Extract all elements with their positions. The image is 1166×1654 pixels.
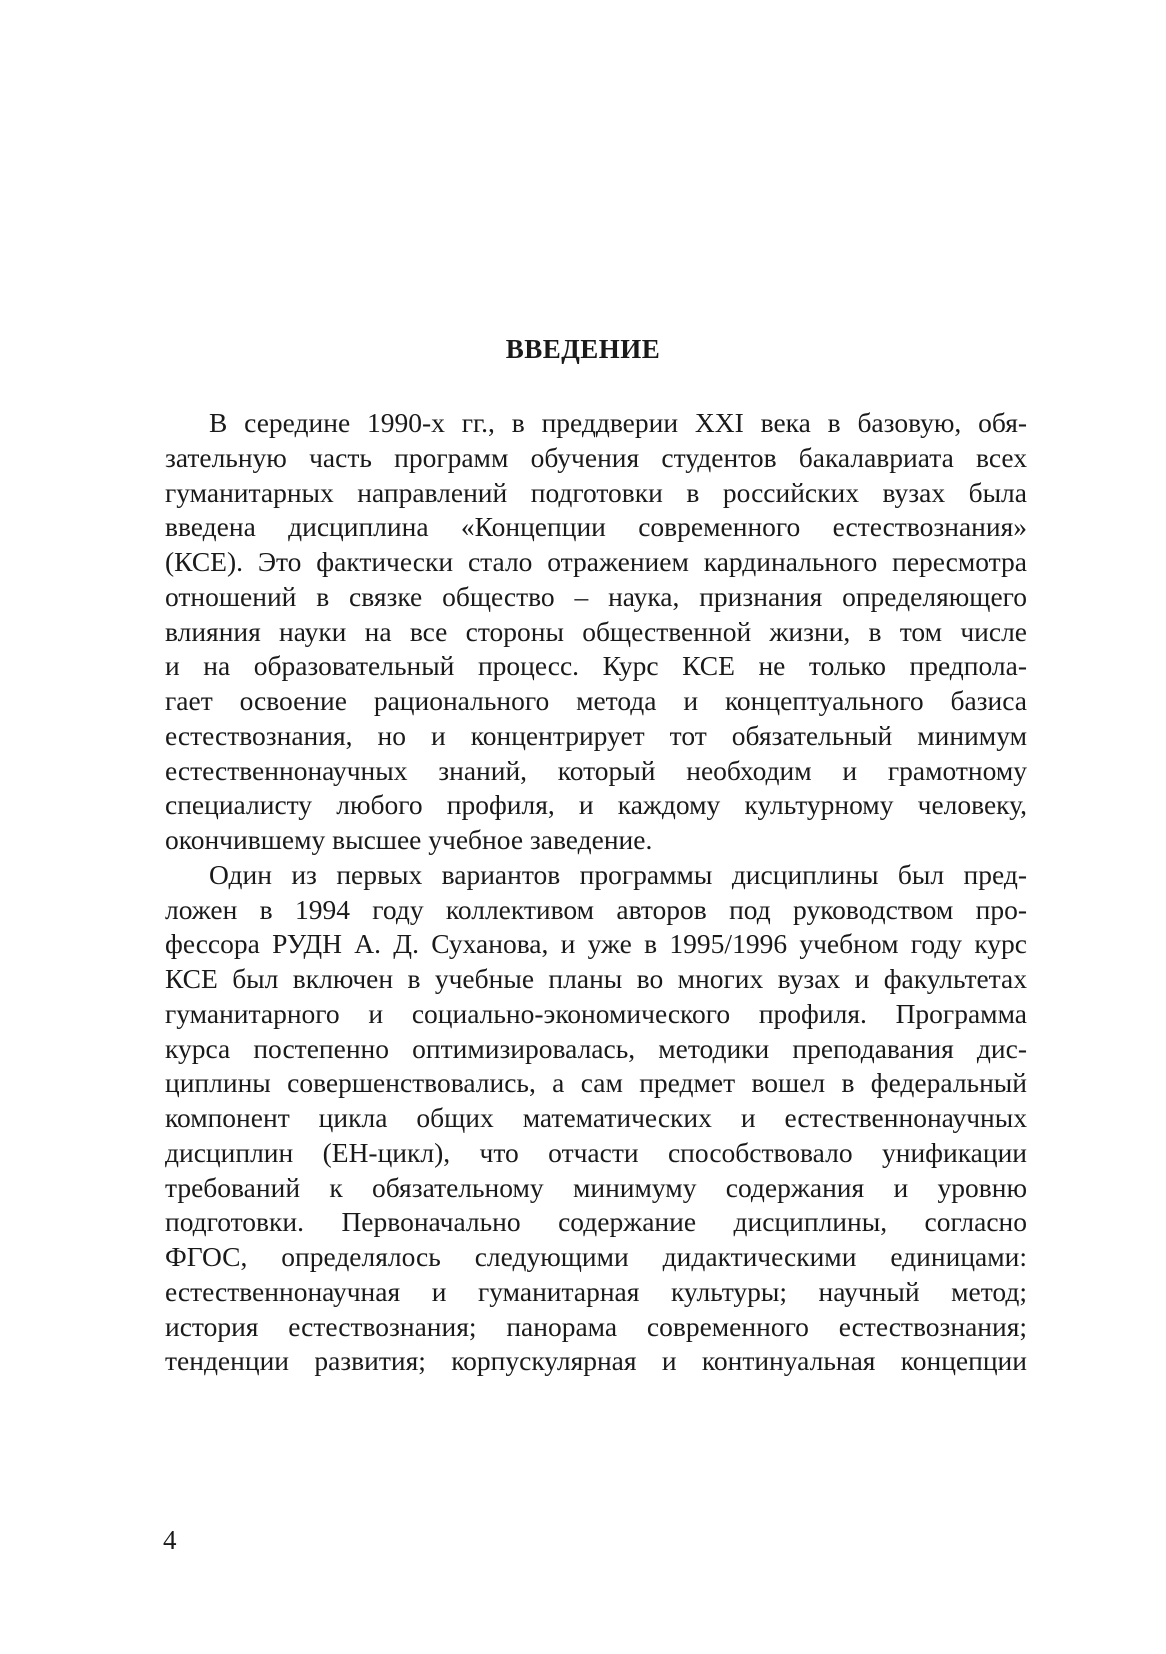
text-line: естественнонаучная и гуманитарная культуры; научный метод; <box>165 1275 1027 1307</box>
text-line: история естествознания; панорама современного естествознания; <box>165 1310 1027 1342</box>
text-line: В середине 1990-х гг., в преддверии XXI века в базовую, обя- <box>209 407 1027 438</box>
text-line: ФГОС, определялось следующими дидактическими единицами: <box>165 1241 1027 1272</box>
text-line: введена дисциплина «Концепции современного естествознания» <box>165 511 1027 543</box>
text-line: отношений в связке общество – наука, признания определяющего <box>165 580 1027 612</box>
text-line: КСЕ был включен в учебные планы во многих вузах и факультетах <box>165 963 1027 994</box>
text-line: зательную часть программ обучения студентов бакалавриата всех <box>165 441 1027 473</box>
text-line: влияния науки на все стороны общественной жизни, в том числе <box>165 615 1027 647</box>
section-heading: ВВЕДЕНИЕ <box>505 334 661 364</box>
text-line: окончившему высшее учебное заведение. <box>165 824 653 855</box>
page-number: 4 <box>163 1525 177 1555</box>
text-line: и на образовательный процесс. Курс КСЕ не только предпола- <box>165 650 1027 682</box>
text-line: фессора РУДН А. Д. Суханова, и уже в 1995/1996 учебном году курс <box>165 928 1027 960</box>
text-line: подготовки. Первоначально содержание дисциплины, согласно <box>165 1206 1027 1238</box>
text-line: Один из первых вариантов программы дисциплины был пред- <box>209 858 1027 890</box>
text-line: естествознания, но и концентрирует тот обязательный минимум <box>165 719 1027 751</box>
text-line: специалисту любого профиля, и каждому культурному человеку, <box>165 789 1027 821</box>
text-line: требований к обязательному минимуму содержания и уровню <box>165 1171 1027 1203</box>
text-line: компонент цикла общих математических и естественнонаучных <box>165 1102 1027 1133</box>
text-line: дисциплин (ЕН-цикл), что отчасти способствовало унификации <box>165 1136 1027 1168</box>
text-line: гает освоение рационального метода и концептуального базиса <box>165 685 1027 716</box>
text-line: гуманитарного и социально-экономического профиля. Программа <box>165 997 1027 1029</box>
body-text <box>165 406 1027 1379</box>
text-line: ложен в 1994 году коллективом авторов под руководством про- <box>165 893 1027 925</box>
text-line: тенденции развития; корпускулярная и континуальная концепции <box>165 1345 1027 1377</box>
text-line: гуманитарных направлений подготовки в российских вузах была <box>165 476 1027 508</box>
text-line: курса постепенно оптимизировалась, методики преподавания дис- <box>165 1032 1027 1064</box>
text-line: циплины совершенствовались, а сам предмет вошел в федеральный <box>165 1067 1027 1099</box>
text-line: естественнонаучных знаний, который необходим и грамотному <box>165 754 1027 786</box>
text-line: (КСЕ). Это фактически стало отражением кардинального пересмотра <box>165 546 1027 577</box>
